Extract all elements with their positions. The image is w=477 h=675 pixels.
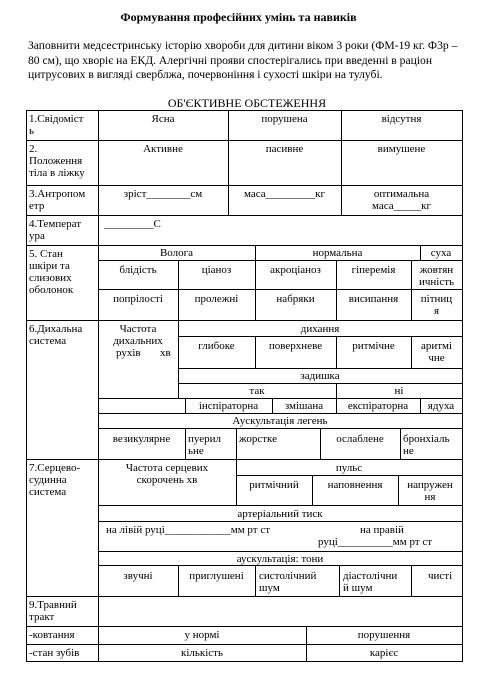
skin-rash[interactable]: висипання [348,293,399,305]
anthropometry-label: 3.Антропом етр [29,188,86,212]
breath-bronchial[interactable]: бронхіаль не [403,433,450,457]
systolic-murmur[interactable]: систолічний шум [259,570,317,594]
consciousness-absent[interactable]: відсутня [381,113,422,125]
dyspnea-asthma[interactable]: ядуха [427,400,455,412]
skin-pallor[interactable]: блідість [119,264,157,276]
breathing-shallow[interactable]: поверхневе [268,340,323,352]
lung-auscultation-header: Аускультація легень [232,415,328,427]
dyspnea-mixed[interactable]: змішана [284,400,324,412]
position-label: 2. Положення тіла в ліжку [29,143,85,179]
teeth-label: -стан зубів [29,647,80,659]
position-passive[interactable]: пасивне [265,143,304,155]
consciousness-label: 1.Свідоміст ь [29,113,84,137]
teeth-count[interactable]: кількість [180,647,223,659]
breath-weakened[interactable]: ослаблене [336,433,384,445]
weight-field[interactable]: маса_________кг [243,188,326,200]
digestive-label: 9.Травний тракт [29,599,77,623]
skin-miliaria[interactable]: пітниц я [420,293,453,317]
skin-jaundice[interactable]: жовтян ичність [418,264,455,288]
height-field[interactable]: зріст________см [123,188,203,200]
dyspnea-no[interactable]: ні [394,385,404,397]
skin-diaper-rash[interactable]: попрілості [113,293,163,305]
swallowing-label: -ковтання [29,629,75,641]
skin-cyanosis[interactable]: ціаноз [201,264,232,276]
respiratory-label: 6.Дихальна система [29,323,83,347]
task-description: Заповнити медсестринську історію хвороби для дитини віком 3 роки (ФМ-19 кг. Ф3р – 80 см), що хворіє на ЕКД. Алергічні прояви спостерігались при введенні в раціон цитрусових в вигляді сверблжа, почервоніння і сухості шкіри на тулубі. [28,39,458,81]
skin-dry[interactable]: суха [430,247,452,259]
temperature-field[interactable]: _________С [104,218,161,230]
dyspnea-expiratory[interactable]: експіраторна [347,400,409,412]
bp-left-arm-field[interactable]: на лівій руці____________мм рт ст [106,524,271,536]
diastolic-murmur[interactable]: діастолічни й шум [343,570,398,594]
bp-right-arm-field[interactable]: на правій руці__________мм рт ст [318,524,433,548]
skin-hyperemia[interactable]: гіперемія [351,264,396,276]
tones-pure[interactable]: чисті [428,570,453,582]
breathing-rhythmic[interactable]: ритмічне [352,340,395,352]
position-active[interactable]: Активне [143,143,183,155]
breath-harsh[interactable]: жорстке [239,433,277,445]
skin-moist[interactable]: Волога [159,247,194,259]
page-title: Формування професійних умінь та навиків [120,10,357,24]
position-forced[interactable]: вимушене [377,143,426,155]
tones-clear[interactable]: звучні [123,570,153,582]
skin-label: 5. Стан шкіри та слизових оболонок [29,248,74,296]
dyspnea-header: задишка [300,370,340,382]
heart-tones-header: аускультація: тони [236,553,324,565]
pulse-header: пульс [335,462,363,474]
skin-acrocyanosis[interactable]: акроціаноз [270,264,321,276]
breathing-header: дихання [300,323,340,335]
breath-puerile[interactable]: пуерил ьне [188,433,221,457]
swallowing-impaired[interactable]: порушення [357,629,411,641]
respiratory-rate-field[interactable]: Частота дихальних рухів хв [113,323,171,359]
breathing-deep[interactable]: глибоке [198,340,235,352]
consciousness-impaired[interactable]: порушена [261,113,308,125]
dyspnea-inspiratory[interactable]: інспіраторна [198,400,259,412]
dyspnea-yes[interactable]: так [249,385,265,397]
heart-rate-field[interactable]: Частота серцевих скорочень хв [125,462,209,486]
pulse-tension[interactable]: напружен ня [407,479,453,503]
temperature-label: 4.Температ ура [29,218,82,242]
optimal-weight-field[interactable]: оптимальна маса_____кг [371,188,432,212]
pulse-rhythmic[interactable]: ритмічний [249,479,299,491]
blood-pressure-header: артеріальний тиск [237,508,323,520]
cardio-label: 7.Серцево- судинна система [29,462,81,498]
breathing-arrhythmic[interactable]: аритмі чне [420,340,453,364]
swallowing-normal[interactable]: у нормі [184,629,220,641]
pulse-filling[interactable]: наповнення [327,479,383,491]
skin-normal[interactable]: нормальна [312,247,363,259]
breath-vesicular[interactable]: везикулярне [112,433,171,445]
tones-muffled[interactable]: приглушені [189,570,244,582]
teeth-caries[interactable]: карієс [369,647,399,659]
consciousness-clear[interactable]: Ясна [151,113,175,125]
skin-edema[interactable]: набряки [276,293,315,305]
section-heading: ОБ'ЄКТИВНЕ ОБСТЕЖЕННЯ [167,96,327,110]
skin-bedsores[interactable]: пролежні [194,293,239,305]
